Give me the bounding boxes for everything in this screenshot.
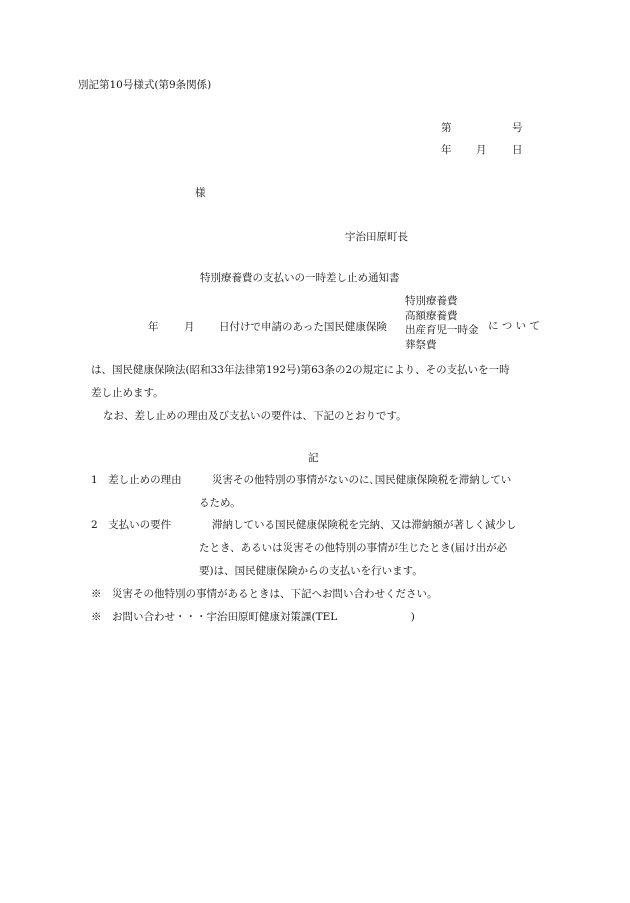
intro-phrase: 日付けで申請のあった国民健康保険 [219, 321, 387, 333]
benefit-options [405, 294, 479, 352]
date-day: 日 [512, 144, 523, 156]
item-label: 2 支払いの要件 [91, 519, 172, 531]
benefit-option: 高額療養費 [405, 309, 458, 322]
document-title: 特別療養費の支払いの一時差し止め通知書 [200, 272, 400, 284]
ki-heading: 記 [308, 452, 319, 464]
body-line-3: なお、差し止めの理由及び支払いの要件は、下記のとおりです。 [103, 410, 407, 422]
item-line: たとき、あるいは災害その他特別の事情が生じたとき(届け出が必 [199, 542, 508, 554]
note-contact: ※ お問い合わせ・・・宇治田原町健康対策課(TEL ) [91, 611, 415, 623]
item-line: 災害その他特別の事情がないのに､国民健康保険税を滞納してい [212, 474, 512, 486]
intro-year: 年 [148, 321, 159, 333]
date-month: 月 [476, 144, 487, 156]
form-number-label: 別記第10号様式(第9条関係) [78, 79, 212, 91]
intro-month: 月 [184, 321, 195, 333]
item-line: 要)は、国民健康保険からの支払いを行います。 [199, 565, 423, 577]
sender-name: 宇治田原町長 [345, 231, 408, 243]
body-line-1: は、国民健康保険法(昭和33年法律第192号)第63条の2の規定により、その支払いを一時 [91, 364, 510, 376]
date-year: 年 [441, 144, 452, 156]
addressee-honorific: 様 [195, 187, 206, 199]
intro-ni-tsuite: に つ い て [488, 320, 541, 332]
benefit-option: 特別療養費 [405, 295, 458, 307]
item-line: るため。 [199, 497, 241, 509]
benefit-option: 出産育児一時金 [405, 324, 479, 336]
number-prefix: 第 [441, 122, 452, 134]
note-disaster: ※ 災害その他特別の事情があるときは、下記へお問い合わせください。 [91, 588, 438, 600]
item-line: 滞納している国民健康保険税を完納、又は滞納額が著しく減少し [212, 519, 517, 531]
item-label: 1 差し止めの理由 [91, 474, 182, 486]
benefit-option: 葬祭費 [405, 338, 437, 351]
body-line-2: 差し止めます。 [91, 387, 164, 399]
number-suffix: 号 [512, 122, 523, 134]
